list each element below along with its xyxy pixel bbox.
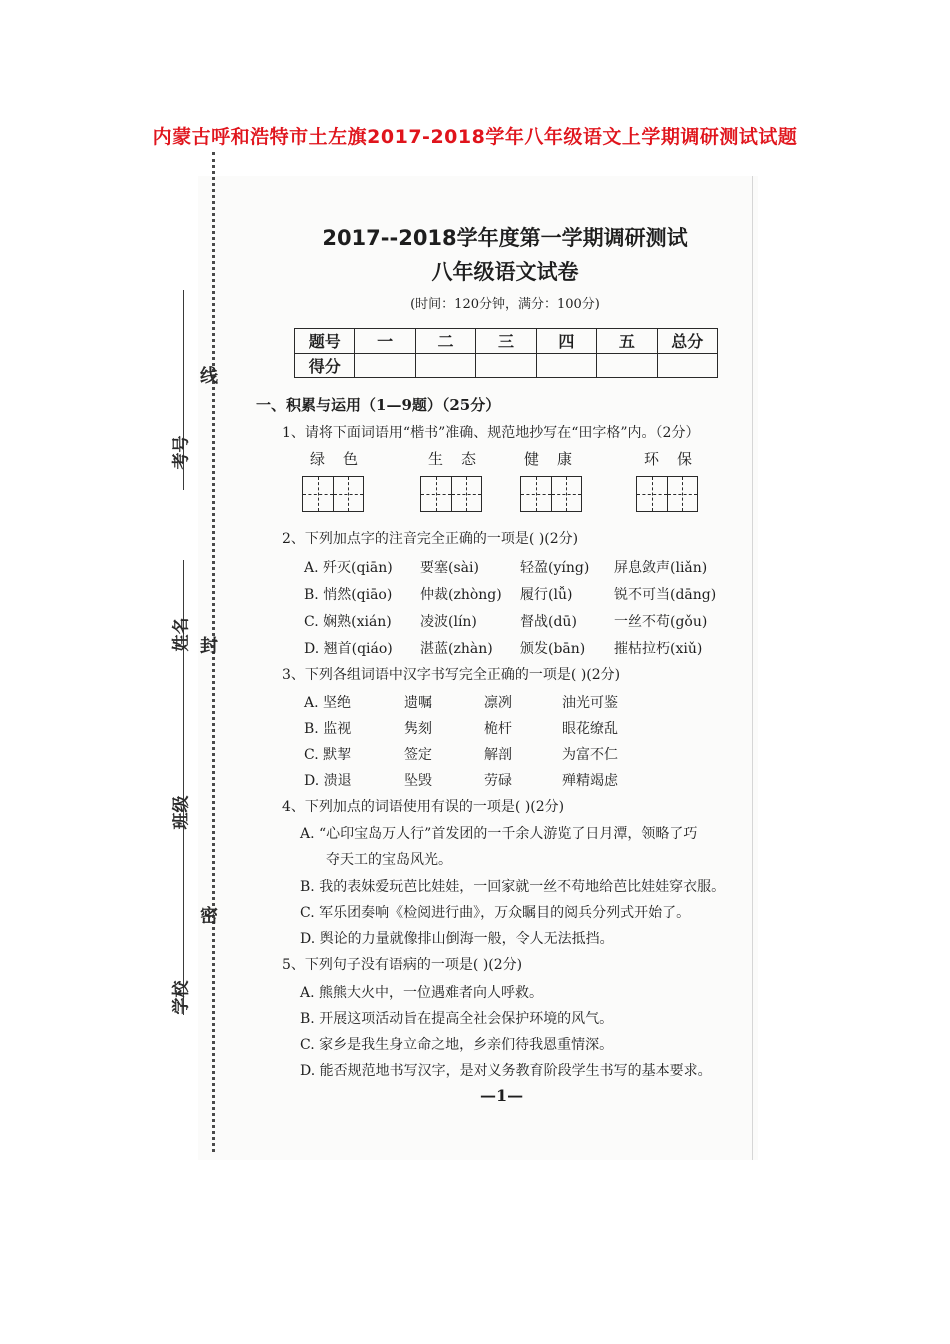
q2-option: 轻盈(yíng) — [520, 560, 590, 576]
tianzige-box[interactable] — [636, 476, 698, 512]
q2-option: 履行(lǚ) — [520, 587, 573, 603]
q2-option: C. 娴熟(xián) — [304, 614, 392, 630]
score-cell — [657, 353, 717, 378]
score-header-cell: 五 — [597, 329, 657, 354]
q3-option: D. 溃退 — [304, 773, 352, 789]
score-header-cell: 一 — [355, 329, 415, 354]
score-header-cell: 四 — [536, 329, 596, 354]
q2-option: D. 翘首(qiáo) — [304, 641, 393, 657]
q3-option: C. 默挈 — [304, 747, 352, 763]
q3-option: 隽刻 — [404, 721, 432, 737]
q2-option: 湛蓝(zhàn) — [420, 641, 493, 657]
q4-option-c: C. 军乐团奏响《检阅进行曲》，万众瞩目的阅兵分列式开始了。 — [300, 905, 691, 921]
side-label-banji: 班级 — [171, 795, 192, 830]
q3-option: 解剖 — [484, 747, 512, 763]
document-title: 内蒙古呼和浩特市土左旗2017-2018学年八年级语文上学期调研测试试题 — [152, 126, 798, 148]
binding-mi: 密 — [200, 906, 218, 927]
score-cell — [355, 353, 415, 378]
score-table-score-row — [295, 353, 718, 378]
q2-option: 摧枯拉朽(xiǔ) — [614, 641, 703, 657]
q2-option: 锐不可当(dāng) — [614, 587, 717, 603]
score-header-cell: 题号 — [295, 329, 355, 354]
score-table-header-row — [295, 329, 718, 354]
score-cell — [536, 353, 596, 378]
q3-option: B. 监视 — [304, 721, 352, 737]
q5-option-c: C. 家乡是我生身立命之地，乡亲们待我恩重情深。 — [300, 1037, 614, 1053]
q3-option: 为富不仁 — [562, 747, 618, 763]
q2-option: 督战(dū) — [520, 614, 577, 630]
side-label-xuexiao: 学校 — [171, 980, 192, 1015]
q2-option: 要塞(sài) — [420, 560, 479, 576]
exam-info: (时间：120分钟，满分：100分) — [410, 297, 600, 312]
q4-option-a: A. “心印宝岛万人行”首发团的一千余人游览了日月潭，领略了巧 — [300, 826, 698, 842]
question-5: 5、下列句子没有语病的一项是( )(2分) — [282, 957, 523, 973]
binding-feng: 封 — [200, 636, 218, 657]
banji-line — [183, 760, 184, 940]
q3-option: 殚精竭虑 — [562, 773, 618, 789]
tianzige-box[interactable] — [520, 476, 582, 512]
q4-option-a-cont: 夺天工的宝岛风光。 — [326, 852, 452, 868]
score-cell — [597, 353, 657, 378]
side-label-xingming: 姓名 — [171, 617, 192, 652]
q3-option: 油光可鉴 — [562, 695, 618, 711]
binding-xian: 线 — [200, 366, 218, 387]
q2-option: B. 悄然(qiāo) — [304, 587, 393, 603]
score-row-label: 得分 — [295, 353, 355, 378]
q3-option: A. 坚绝 — [304, 695, 352, 711]
question-4: 4、下列加点的词语使用有误的一项是( )(2分) — [282, 799, 565, 815]
q1-word: 环保 — [644, 450, 711, 468]
q5-option-a: A. 熊熊大火中，一位遇难者向人呼救。 — [300, 985, 544, 1001]
q3-option: 劳碌 — [484, 773, 512, 789]
q3-option: 桅杆 — [484, 721, 512, 737]
q3-option: 眼花缭乱 — [562, 721, 618, 737]
side-label-kaohao: 考号 — [171, 435, 192, 470]
q1-word: 绿色 — [310, 450, 377, 468]
tianzige-box[interactable] — [302, 476, 364, 512]
exam-title: 2017--2018学年度第一学期调研测试 — [322, 226, 688, 250]
q2-option: 仲裁(zhòng) — [420, 587, 502, 603]
q1-word: 生态 — [428, 450, 495, 468]
q2-option: 屏息敛声(liǎn) — [614, 560, 708, 576]
question-3: 3、下列各组词语中汉字书写完全正确的一项是( )(2分) — [282, 667, 621, 683]
section-heading: 一、积累与运用（1—9题）（25分） — [256, 396, 501, 414]
q2-option: 一丝不苟(gǒu) — [614, 614, 708, 630]
exam-subtitle: 八年级语文试卷 — [431, 260, 579, 284]
score-table — [294, 328, 718, 378]
q2-option: 颁发(bān) — [520, 641, 586, 657]
score-header-cell: 总分 — [657, 329, 717, 354]
score-header-cell: 二 — [415, 329, 475, 354]
q1-word: 健康 — [524, 450, 591, 468]
scan-edge — [752, 176, 753, 1160]
question-1: 1、请将下面词语用“楷书”准确、规范地抄写在“田字格”内。（2分） — [282, 425, 700, 441]
q3-option: 坠毁 — [404, 773, 432, 789]
q4-option-b: B. 我的表妹爱玩芭比娃娃，一回家就一丝不苟地给芭比娃娃穿衣服。 — [300, 879, 726, 895]
q5-option-b: B. 开展这项活动旨在提高全社会保护环境的风气。 — [300, 1011, 614, 1027]
q5-option-d: D. 能否规范地书写汉字，是对义务教育阶段学生书写的基本要求。 — [300, 1063, 712, 1079]
tianzige-box[interactable] — [420, 476, 482, 512]
q3-option: 遗嘱 — [404, 695, 432, 711]
q2-option: A. 歼灭(qiān) — [304, 560, 393, 576]
q2-option: 凌波(lín) — [420, 614, 477, 630]
q4-option-d: D. 舆论的力量就像排山倒海一般，令人无法抵挡。 — [300, 931, 614, 947]
q3-option: 凛冽 — [484, 695, 512, 711]
score-cell — [476, 353, 536, 378]
score-cell — [415, 353, 475, 378]
score-header-cell: 三 — [476, 329, 536, 354]
page-number: —1— — [480, 1086, 524, 1105]
q3-option: 签定 — [404, 747, 432, 763]
question-2: 2、下列加点字的注音完全正确的一项是( )(2分) — [282, 531, 579, 547]
xingming-line — [183, 560, 184, 770]
